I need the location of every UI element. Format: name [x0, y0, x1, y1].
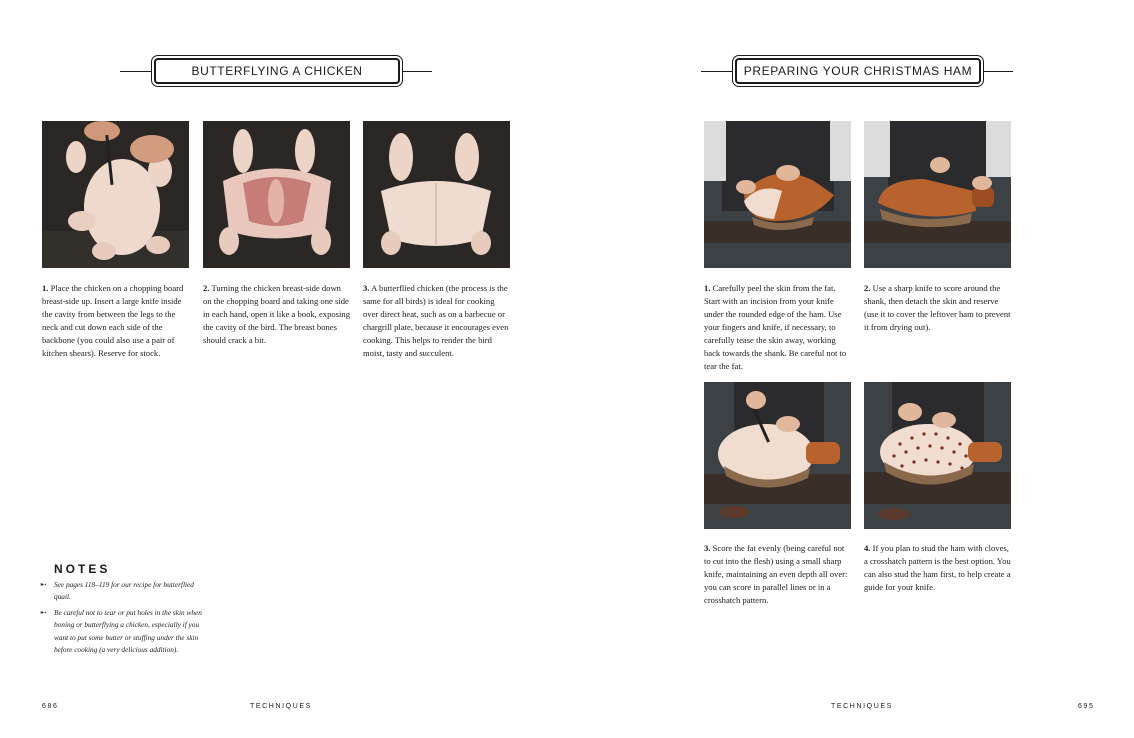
- photo-step-1-chicken: [42, 121, 189, 268]
- page-number-right: 695: [1078, 703, 1095, 710]
- opened-chicken-photo: [203, 121, 350, 268]
- arrow-bullet-icon: ➸: [40, 607, 47, 617]
- step-number: 4.: [864, 543, 871, 553]
- step-number: 2.: [864, 283, 871, 293]
- section-title: BUTTERFLYING A CHICKEN: [154, 58, 400, 84]
- step-3-chicken: [363, 282, 510, 360]
- studding-cloves-photo: [864, 382, 1011, 529]
- photo-step-1-ham: [704, 121, 851, 268]
- notes-box: [40, 562, 210, 656]
- section-banner-chicken: [120, 58, 432, 84]
- note-text: See pages 118–119 for our recipe for butterflied quail.: [54, 580, 194, 602]
- step-number: 1.: [704, 283, 711, 293]
- step-number: 2.: [203, 283, 210, 293]
- photo-step-3-ham: [704, 382, 851, 529]
- step-2-ham: [864, 282, 1011, 334]
- knife-cutting-backbone-photo: [42, 121, 189, 268]
- step-text: Use a sharp knife to score around the shank, then detach the skin and reserve (use it to cover the leftover ham to prevent it from drying out).: [864, 283, 1011, 332]
- step-1-chicken: [42, 282, 189, 360]
- step-number: 3.: [704, 543, 711, 553]
- step-text: Place the chicken on a chopping board breast-side up. Insert a large knife inside the cavity from between the legs to the neck and cut down each side of the backbone (you could also use a pair of kitchen shears). Reserve for stock.: [42, 283, 184, 358]
- peeling-ham-skin-photo: [704, 121, 851, 268]
- photo-step-2-chicken: [203, 121, 350, 268]
- scoring-shank-photo: [864, 121, 1011, 268]
- step-number: 3.: [363, 283, 370, 293]
- butterflied-chicken-photo: [363, 121, 510, 268]
- photo-step-3-chicken: [363, 121, 510, 268]
- banner-rule-left: [120, 71, 154, 72]
- note-item: [40, 607, 210, 657]
- step-2-chicken: [203, 282, 350, 347]
- right-page: [567, 0, 1134, 738]
- banner-rule-right: [400, 71, 432, 72]
- step-text: A butterflied chicken (the process is the same for all birds) is ideal for cooking over direct heat, such as on a barbecue or chargrill plate, because it encourages even cooking. This helps to render the bird moist, tasty and succulent.: [363, 283, 509, 358]
- photo-step-4-ham: [864, 382, 1011, 529]
- note-text: Be careful not to tear or put holes in the skin when boning or butterflying a chicken, especially if you want to put some butter or stuffing under the skin before cooking (a very delicious addition).: [54, 607, 202, 655]
- step-text: If you plan to stud the ham with cloves, a crosshatch pattern is the best option. You can also stud the ham first, to help create a guide for your knife.: [864, 543, 1011, 592]
- step-number: 1.: [42, 283, 49, 293]
- step-3-ham: [704, 542, 851, 607]
- scoring-fat-photo: [704, 382, 851, 529]
- running-head-right: TECHNIQUES: [831, 703, 893, 710]
- banner-rule-right: [981, 71, 1013, 72]
- step-text: Carefully peel the skin from the fat. Start with an incision from your knife under the rounded edge of the ham. Use your fingers and knife, if necessary, to carefully tease the skin away, working back towards the shank. Be careful not to tear the fat.: [704, 283, 847, 371]
- photo-step-2-ham: [864, 121, 1011, 268]
- section-title: PREPARING YOUR CHRISTMAS HAM: [735, 58, 981, 84]
- note-item: [40, 579, 210, 604]
- step-text: Score the fat evenly (being careful not to cut into the flesh) using a small sharp knife, maintaining an even depth all over: you can score in parallel lines or in a crosshatch pattern.: [704, 543, 848, 605]
- step-text: Turning the chicken breast-side down on the chopping board and taking one side in each hand, open it like a book, exposing the cavity of the bird. The breast bones should crack a bit.: [203, 283, 351, 345]
- arrow-bullet-icon: ➸: [40, 580, 47, 589]
- page-number-left: 686: [42, 703, 59, 710]
- step-4-ham: [864, 542, 1011, 594]
- banner-rule-left: [701, 71, 735, 72]
- notes-heading: NOTES: [54, 562, 111, 576]
- running-head-left: TECHNIQUES: [250, 703, 312, 710]
- section-banner-ham: [701, 58, 1013, 84]
- step-1-ham: [704, 282, 851, 373]
